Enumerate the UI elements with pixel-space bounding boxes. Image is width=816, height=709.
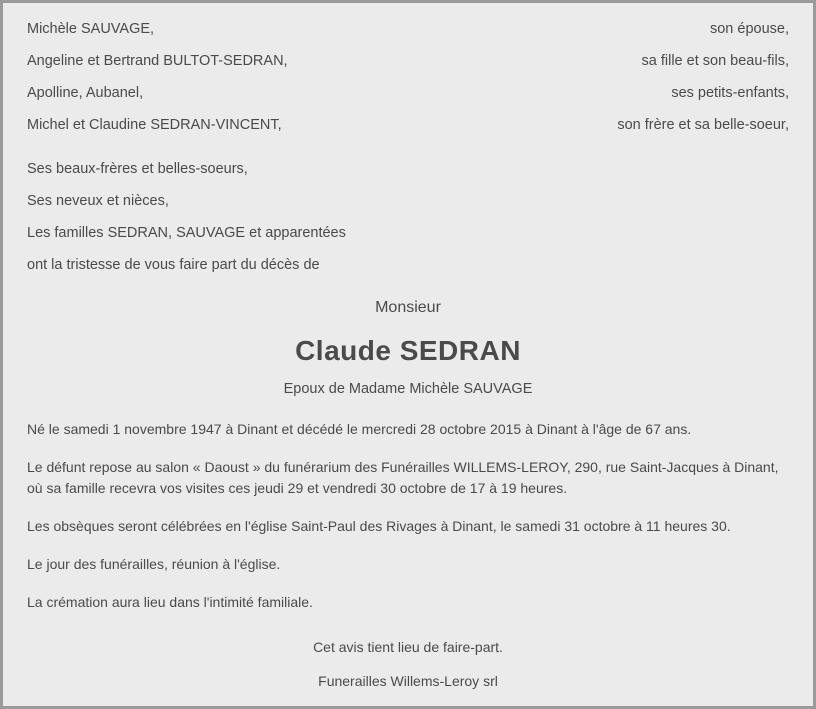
cremation-paragraph: La crémation aura lieu dans l'intimité familiale.	[27, 594, 313, 611]
family-relation: son épouse,	[709, 21, 789, 37]
spouse-line: Epoux de Madame Michèle SAUVAGE	[283, 381, 533, 397]
announcement-intro: ont la tristesse de vous faire part du décès de	[27, 257, 320, 273]
family-member-name: Angeline et Bertrand BULTOT-SEDRAN,	[27, 53, 288, 69]
visitation-paragraph: Le défunt repose au salon « Daoust » du funérarium des Funérailles WILLEMS-LEROY, 290, rue Saint-Jacques à Dinant, où sa famille recevra vos visites ces jeudi 29 et vendredi 30 octobre de 17 à 19 heures.	[27, 459, 779, 496]
ceremony-paragraph: Les obsèques seront célébrées en l'église Saint-Paul des Rivages à Dinant, le samedi 31 octobre à 11 heures 30.	[27, 517, 731, 534]
family-relation: ses petits-enfants,	[671, 85, 789, 101]
family-relation: son frère et sa belle-soeur,	[617, 117, 789, 133]
family-row	[27, 85, 789, 101]
family-relation: sa fille et son beau-fils,	[641, 53, 789, 69]
birth-death-paragraph: Né le samedi 1 novembre 1947 à Dinant et décédé le mercredi 28 octobre 2015 à Dinant à l'âge de 67 ans.	[27, 421, 692, 437]
family-member-name: Michèle SAUVAGE,	[27, 21, 155, 37]
funeral-home-name: Funerailles Willems-Leroy srl	[318, 672, 498, 689]
deceased-name: Claude SEDRAN	[295, 335, 521, 366]
secondary-family-line: Ses beaux-frères et belles-soeurs,	[27, 161, 248, 177]
honorific-title: Monsieur	[375, 299, 441, 316]
family-row	[27, 53, 789, 69]
family-member-name: Apolline, Aubanel,	[27, 85, 144, 101]
secondary-family-line: Les familles SEDRAN, SAUVAGE et apparentées	[27, 225, 346, 241]
family-listing	[27, 21, 789, 133]
family-row	[27, 21, 789, 37]
secondary-family-line: Ses neveux et nièces,	[27, 193, 169, 209]
family-member-name: Michel et Claudine SEDRAN-VINCENT,	[27, 117, 282, 133]
family-row	[27, 117, 789, 133]
closing-note: Cet avis tient lieu de faire-part.	[313, 638, 503, 655]
gathering-paragraph: Le jour des funérailles, réunion à l'église.	[27, 556, 281, 573]
